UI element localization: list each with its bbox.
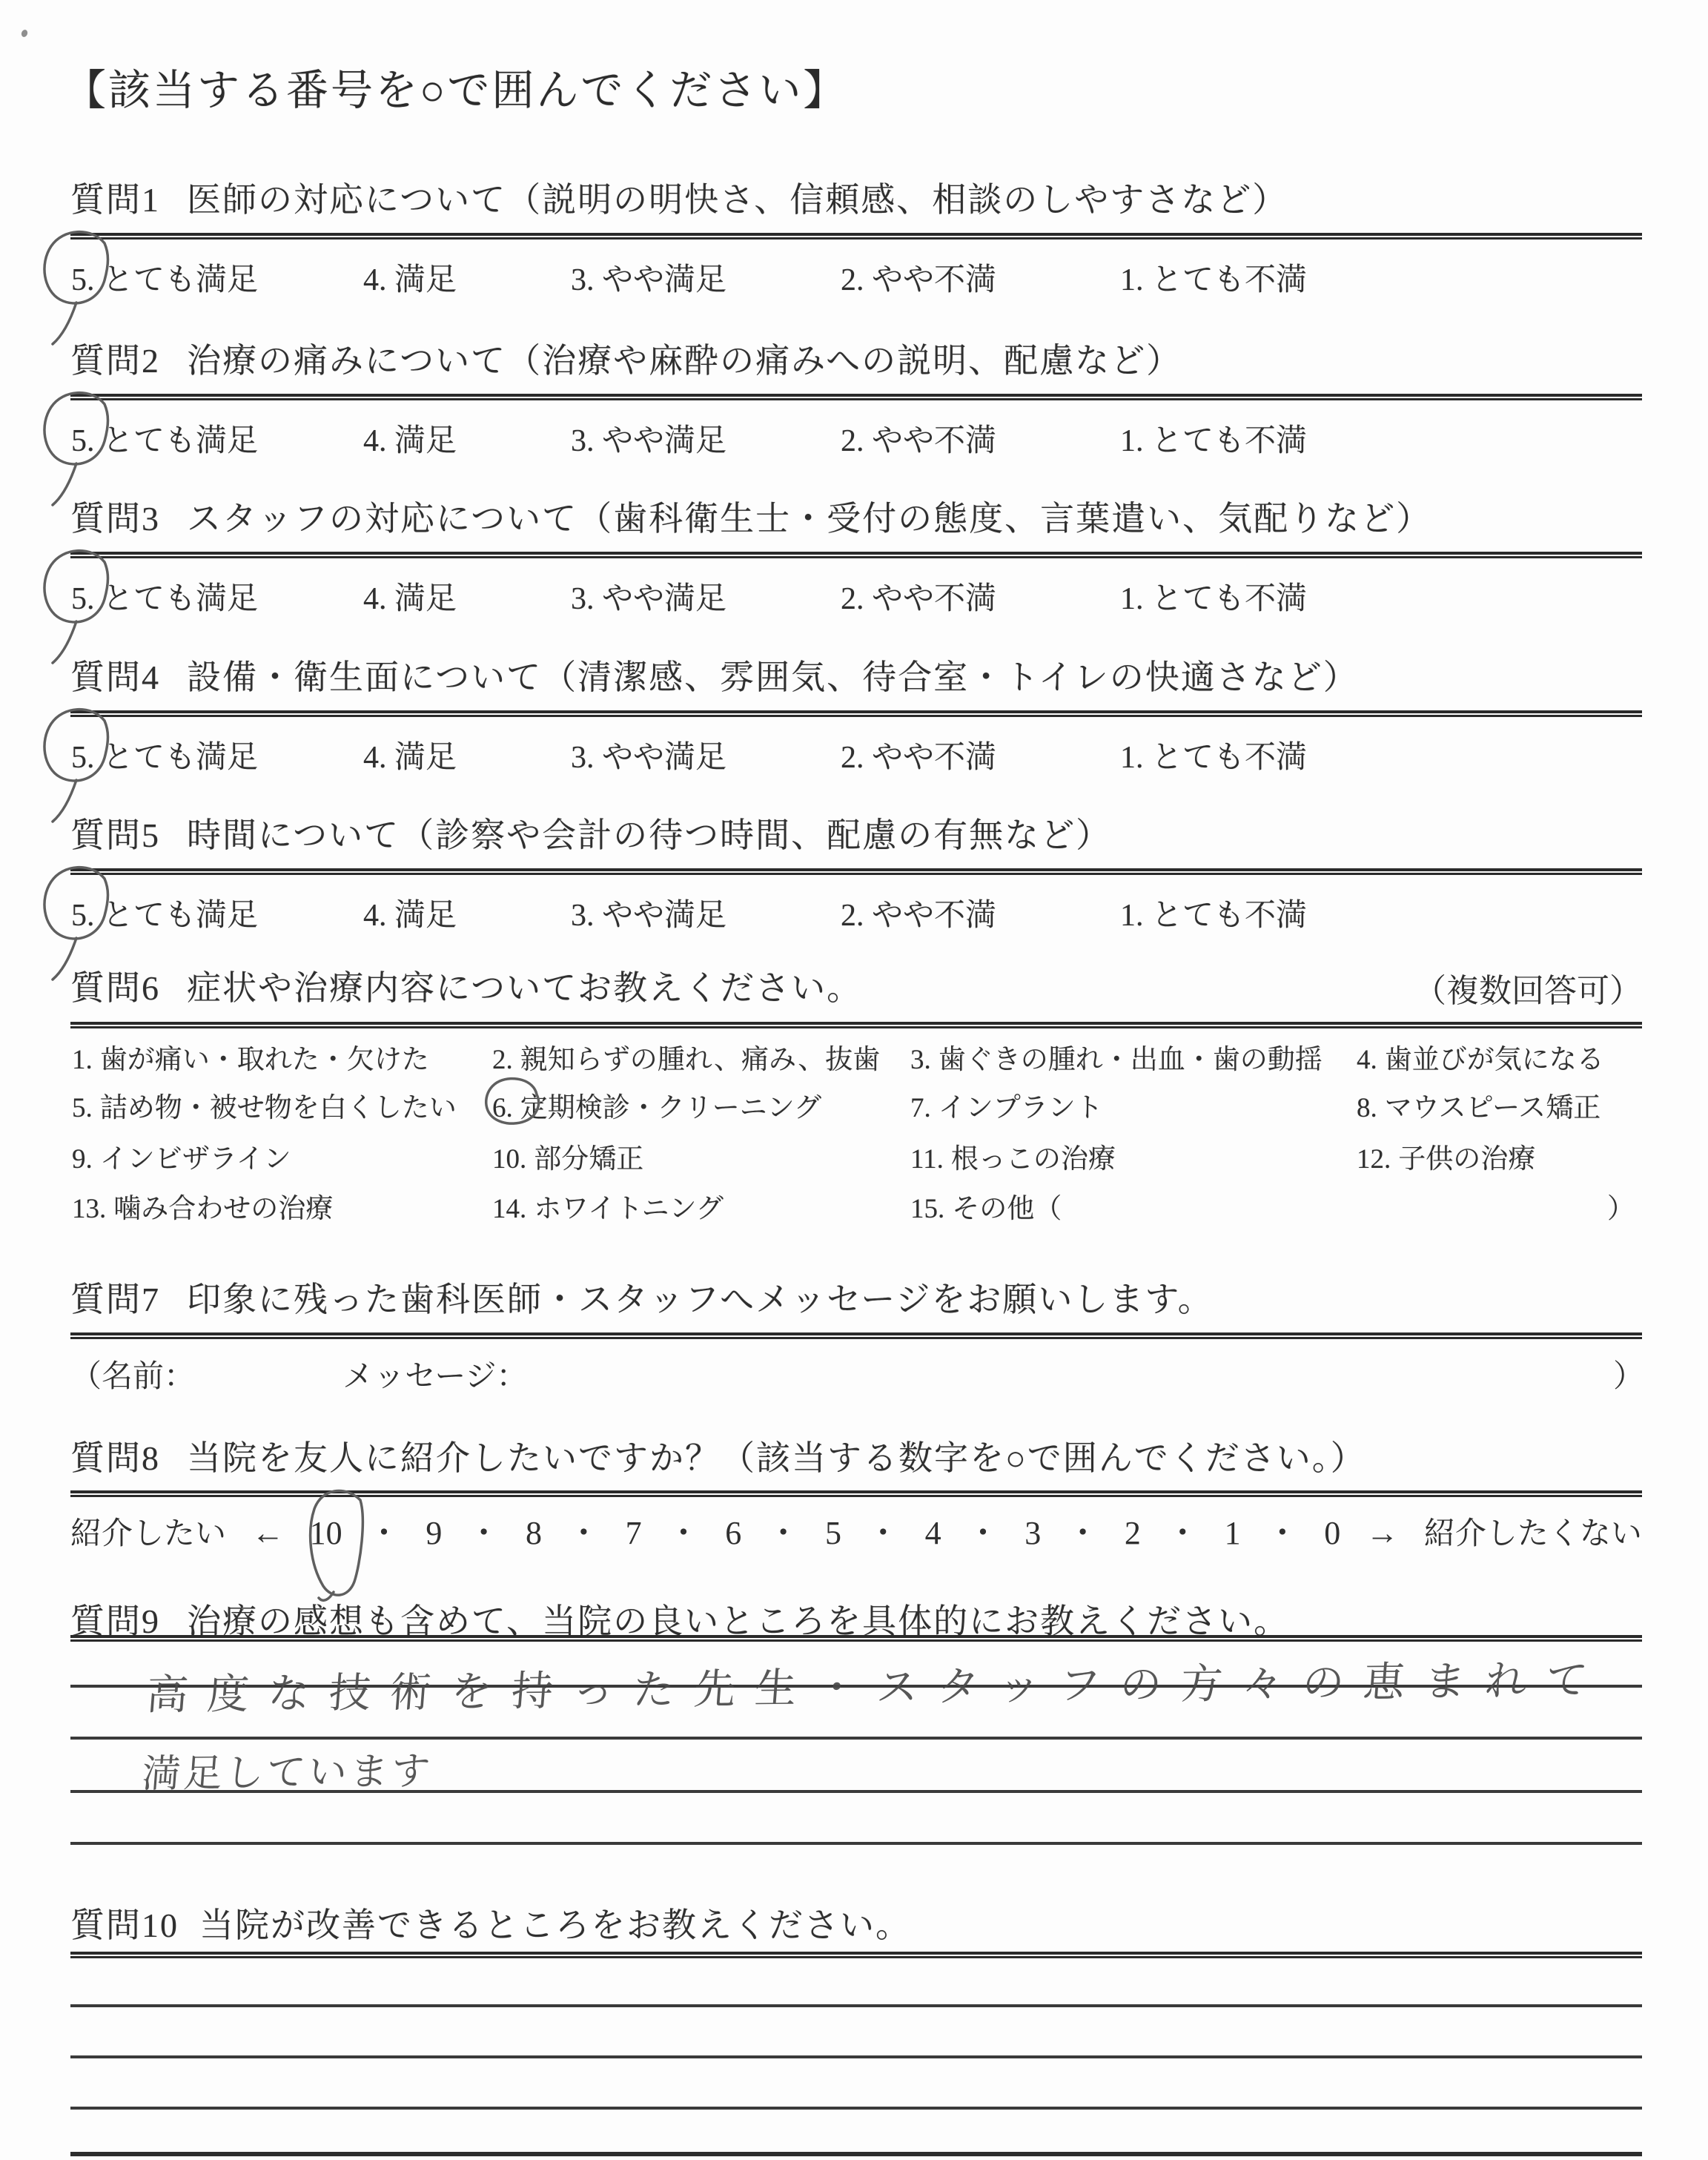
rating-option-5: 5. とても満足	[71, 263, 259, 297]
question-8-text: 当院を友人に紹介したいですか？（該当する数字を○で囲んでください。）	[187, 1439, 1366, 1477]
rating-option-1: 1. とても不満	[1120, 899, 1308, 933]
answer-line	[70, 2055, 1642, 2058]
q6-option-5: 5. 詰め物・被せ物を白くしたい	[72, 1093, 457, 1123]
q7-name-label: （名前：	[70, 1360, 196, 1394]
q8-separator: ・	[567, 1515, 600, 1551]
answer-line	[70, 2152, 1642, 2156]
divider-rule	[70, 552, 1642, 558]
rating-option-4: 4. 満足	[363, 424, 457, 458]
question-3-title	[70, 492, 1431, 541]
q8-separator: ・	[666, 1515, 700, 1551]
question-7-title	[70, 1272, 1214, 1321]
left-arrow-icon: ←	[251, 1515, 285, 1551]
q8-number-0: 0	[1324, 1515, 1341, 1551]
rating-option-4: 4. 満足	[363, 263, 457, 297]
q6-option-11: 11. 根っこの治療	[910, 1144, 1116, 1175]
question-1-text: 医師の対応について（説明の明快さ、信頼感、相談のしやすさなど）	[187, 181, 1288, 219]
rating-option-1: 1. とても不満	[1120, 741, 1308, 775]
q8-right-label: 紹介したくない	[1423, 1517, 1642, 1551]
question-4-title	[70, 650, 1359, 699]
q8-separator: ・	[368, 1515, 400, 1551]
q7-message-label: メッセージ：	[342, 1360, 528, 1394]
question-5-options	[0, 891, 1708, 937]
question-9-text: 治療の感想も含めて、当院の良いところを具体的にお教えください。	[187, 1602, 1290, 1640]
question-2-options	[0, 416, 1708, 462]
q6-option-7: 7. インプラント	[910, 1093, 1103, 1123]
question-6-title	[70, 961, 862, 1010]
q6-option-2: 2. 親知らずの腫れ、痛み、抜歯	[492, 1045, 881, 1075]
answer-line	[70, 1842, 1642, 1845]
question-1-label: 質問1	[70, 181, 160, 219]
rating-option-3: 3. やや満足	[571, 582, 727, 616]
rating-option-5: 5. とても満足	[71, 899, 259, 933]
q8-number-6: 6	[725, 1515, 742, 1551]
rating-option-1: 1. とても不満	[1120, 424, 1308, 458]
question-6-note: （複数回答可）	[1414, 973, 1642, 1009]
rating-option-3: 3. やや満足	[571, 899, 727, 933]
q8-number-7: 7	[625, 1515, 642, 1551]
question-8-title	[70, 1431, 1366, 1480]
q6-option-3: 3. 歯ぐきの腫れ・出血・歯の動揺	[910, 1045, 1323, 1075]
question-8-scale-row	[70, 1506, 1642, 1553]
q6-option-14: 14. ホワイトニング	[492, 1194, 724, 1224]
question-2-text: 治療の痛みについて（治療や麻酔の痛みへの説明、配慮など）	[187, 342, 1182, 380]
divider-rule	[70, 1952, 1642, 1958]
divider-rule	[70, 1490, 1642, 1497]
question-5-title	[70, 808, 1111, 857]
question-1-options	[0, 255, 1708, 301]
question-7-text: 印象に残った歯科医師・スタッフへメッセージをお願いします。	[187, 1281, 1214, 1318]
q6-option-1: 1. 歯が痛い・取れた・欠けた	[72, 1045, 429, 1075]
scan-artifact-dot	[21, 29, 29, 38]
q8-separator: ・	[966, 1515, 999, 1551]
q7-close-paren: ）	[1613, 1360, 1645, 1394]
q8-separator: ・	[767, 1515, 800, 1551]
rating-option-5: 5. とても満足	[71, 582, 259, 616]
rating-option-2: 2. やや不満	[841, 263, 997, 297]
q8-left-label: 紹介したい	[70, 1517, 227, 1551]
q6-option-4: 4. 歯並びが気になる	[1357, 1045, 1604, 1075]
divider-rule	[70, 233, 1642, 240]
question-8-label: 質問8	[70, 1439, 160, 1477]
question-2-label: 質問2	[70, 342, 160, 380]
q8-separator: ・	[1265, 1515, 1299, 1551]
rating-option-4: 4. 満足	[363, 582, 457, 616]
q8-separator: ・	[1166, 1515, 1199, 1551]
question-2-title	[70, 334, 1182, 383]
answer-line	[70, 1737, 1642, 1740]
divider-rule	[70, 1332, 1642, 1339]
q8-number-10: 10	[309, 1515, 342, 1551]
rating-option-4: 4. 満足	[363, 741, 457, 775]
question-4-label: 質問4	[70, 658, 160, 696]
q6-option-15-close-paren: ）	[1607, 1194, 1635, 1224]
question-1-title	[70, 173, 1288, 222]
question-10-title	[70, 1898, 911, 1947]
question-6-text: 症状や治療内容についてお教えください。	[187, 969, 863, 1007]
question-10-label: 質問10	[70, 1906, 179, 1944]
q8-separator: ・	[867, 1515, 900, 1551]
q8-number-2: 2	[1124, 1515, 1141, 1551]
question-6-label: 質問6	[70, 969, 160, 1007]
question-3-text: スタッフの対応について（歯科衛生士・受付の態度、言葉遣い、気配りなど）	[187, 500, 1432, 538]
q8-number-8: 8	[525, 1515, 542, 1551]
q6-option-6: 6. 定期検診・クリーニング	[492, 1093, 822, 1123]
q8-number-3: 3	[1025, 1515, 1042, 1551]
rating-option-3: 3. やや満足	[571, 424, 727, 458]
rating-option-2: 2. やや不満	[841, 899, 997, 933]
divider-rule	[70, 1635, 1642, 1642]
answer-line	[70, 2004, 1642, 2007]
question-3-label: 質問3	[70, 500, 160, 538]
rating-option-3: 3. やや満足	[571, 741, 727, 775]
question-4-options	[0, 733, 1708, 779]
divider-rule	[70, 1022, 1642, 1028]
divider-rule	[70, 710, 1642, 717]
rating-option-1: 1. とても不満	[1120, 263, 1308, 297]
rating-option-2: 2. やや不満	[841, 741, 997, 775]
rating-option-2: 2. やや不満	[841, 424, 997, 458]
question-9-label: 質問9	[70, 1602, 160, 1640]
answer-line	[70, 2107, 1642, 2110]
rating-option-4: 4. 満足	[363, 899, 457, 933]
divider-rule	[70, 868, 1642, 875]
rating-option-3: 3. やや満足	[571, 263, 727, 297]
handwritten-answer-line-2: 満足しています	[140, 1750, 435, 1796]
question-10-text: 当院が改善できるところをお教えください。	[199, 1906, 911, 1944]
q6-option-13: 13. 噛み合わせの治療	[72, 1194, 334, 1224]
q8-separator: ・	[1066, 1515, 1099, 1551]
rating-option-2: 2. やや不満	[841, 582, 997, 616]
right-arrow-icon: →	[1366, 1515, 1399, 1551]
q8-number-9: 9	[426, 1515, 443, 1551]
q8-number-5: 5	[824, 1515, 841, 1551]
q6-option-15: 15. その他（	[910, 1194, 1062, 1224]
question-4-text: 設備・衛生面について（清潔感、雰囲気、待合室・トイレの快適さなど）	[187, 658, 1359, 696]
page-title: 【該当する番号を○で囲んでください】	[64, 67, 848, 114]
q6-option-8: 8. マウスピース矯正	[1357, 1093, 1601, 1123]
rating-option-5: 5. とても満足	[71, 424, 259, 458]
handwritten-answer-line-1: 高度な技術を持った先生・スタッフの方々の恵まれて	[145, 1657, 1609, 1719]
q6-option-12: 12. 子供の治療	[1357, 1144, 1536, 1175]
rating-option-1: 1. とても不満	[1120, 582, 1308, 616]
question-5-text: 時間について（診察や会計の待つ時間、配慮の有無など）	[187, 816, 1112, 854]
question-3-options	[0, 574, 1708, 620]
question-5-label: 質問5	[70, 816, 160, 854]
q6-option-9: 9. インビザライン	[72, 1144, 291, 1175]
rating-option-5: 5. とても満足	[71, 741, 259, 775]
q8-separator: ・	[467, 1515, 500, 1551]
q8-number-1: 1	[1224, 1515, 1241, 1551]
question-7-label: 質問7	[70, 1281, 160, 1318]
q6-option-10: 10. 部分矯正	[492, 1144, 644, 1175]
q8-number-4: 4	[924, 1515, 941, 1551]
divider-rule	[70, 394, 1642, 400]
